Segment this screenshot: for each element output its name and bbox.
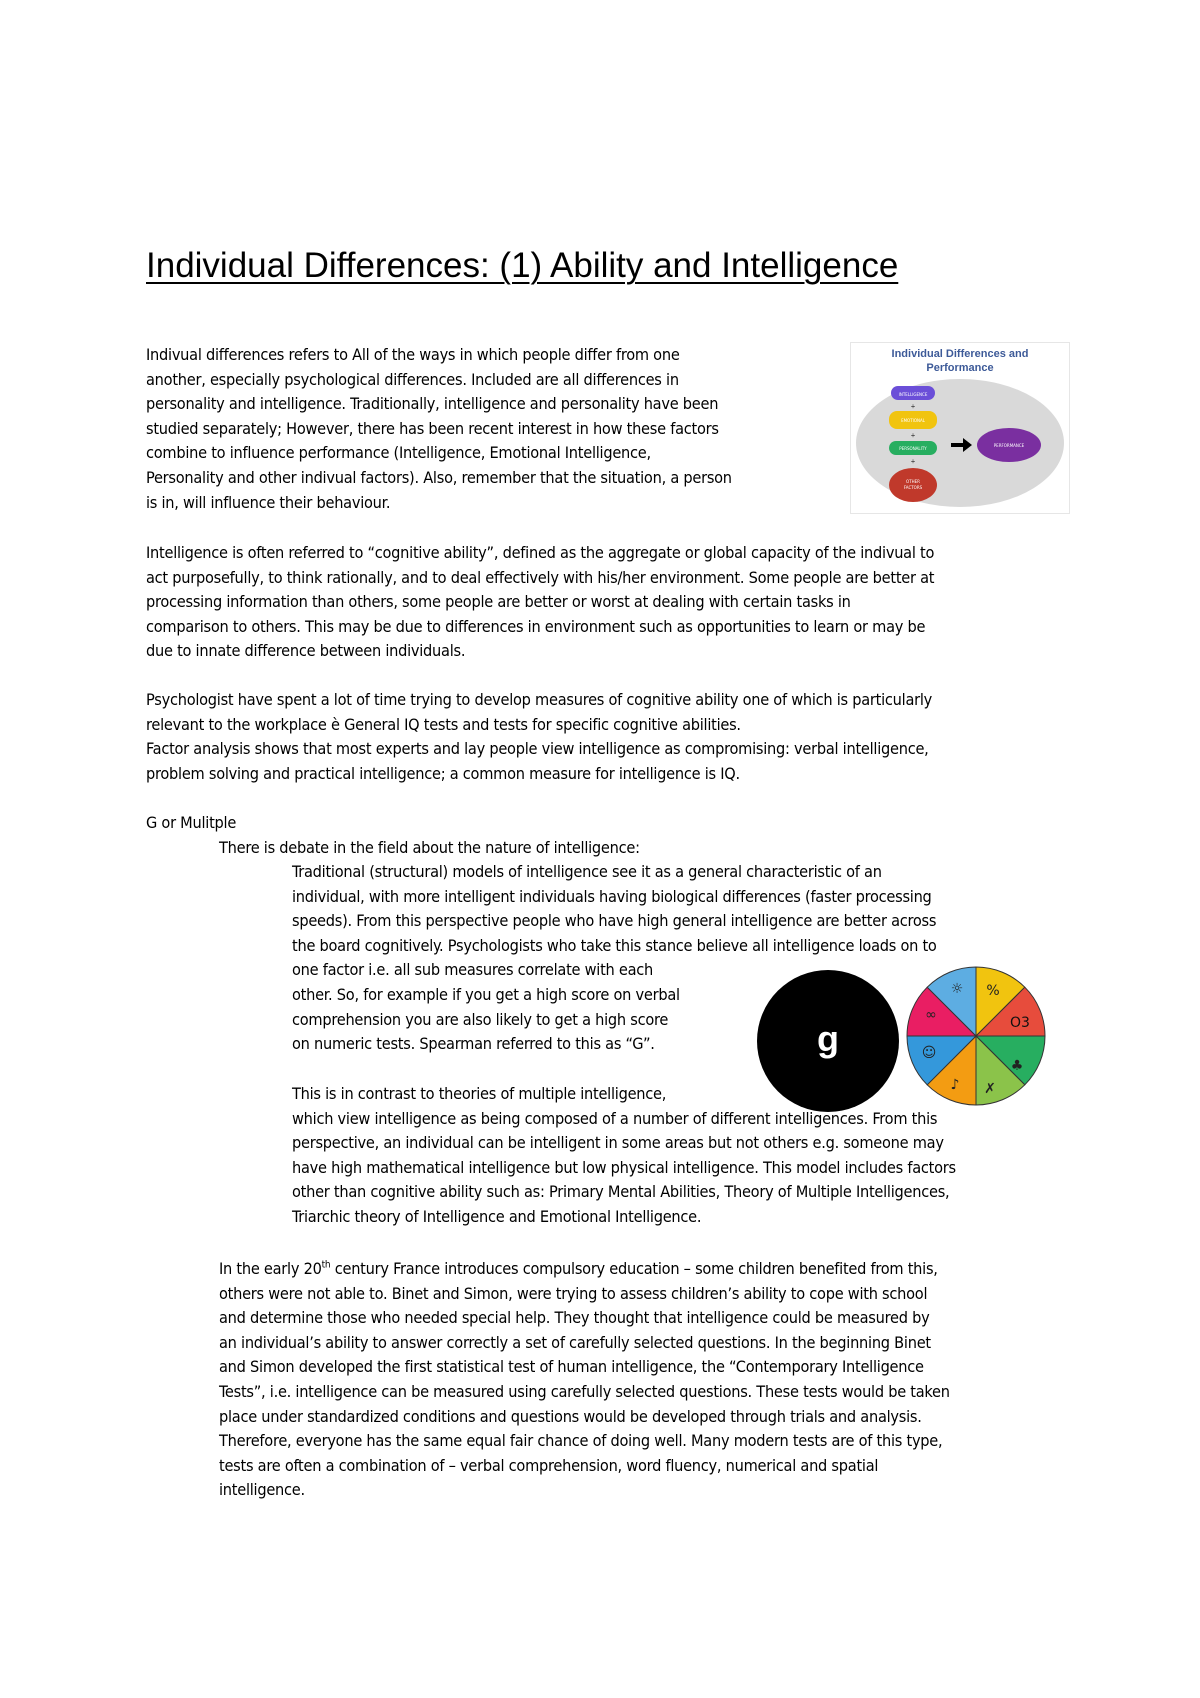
svg-text:INTELLIGENCE: INTELLIGENCE [898,392,928,397]
svg-text:%: % [986,983,1000,999]
history-text-start: In the early 20 [219,1259,322,1278]
svg-text:☼: ☼ [950,981,964,997]
svg-text:+: + [910,457,916,466]
g-section-heading: G or Mulitple [146,813,237,832]
history-paragraph [219,1257,1069,1503]
history-superscript: th [321,1259,331,1271]
svg-text:PERSONALITY: PERSONALITY [899,446,927,451]
svg-text:O3: O3 [1010,1015,1030,1031]
diagram-title-line2: Performance [926,362,994,374]
intelligence-definition-paragraph: Intelligence is often referred to “cognitive ability”, defined as the aggregate or global capacity of the indivual to act purposefully, to think rationally, and to deal effectively with his/her environment. Some people are better at processing information than others, some people are better or worst at dealing with certain tasks in comparison to others. This may be due to differences in environment such as opportunities to learn or may be due to innate difference between individuals. [146,543,935,661]
svg-text:☺: ☺ [921,1045,937,1061]
svg-text:∞: ∞ [925,1007,937,1023]
history-text-rest: century France introduces compulsory education – some children benefited from this, others were not able to. Binet and Simon, were trying to assess children’s ability to cope with school and determine those who needed special help. They thought that intelligence could be measured by an individual’s ability to answer correctly a set of carefully selected questions. In the beginning Binet and Simon developed the first statistical test of human intelligence, the “Contemporary Intelligence Tests”, i.e. intelligence can be measured using carefully selected questions. These tests would be taken place under standardized conditions and questions would be developed through trials and analysis. Therefore, everyone has the same equal fair chance of doing well. Many modern tests are of this type, tests are often a combination of – verbal comprehension, word fluency, numerical and spatial intelligence. [219,1259,950,1500]
svg-text:EMOTIONAL: EMOTIONAL [901,418,925,423]
svg-text:♪: ♪ [950,1077,960,1093]
performance-diagram [850,342,1070,514]
svg-text:PERFORMANCE: PERFORMANCE [993,443,1025,448]
diagram-title-line1: Individual Differences and [891,348,1029,360]
g-section-intro: There is debate in the field about the nature of intelligence: [219,838,640,857]
svg-text:♣: ♣ [1010,1058,1024,1074]
svg-text:FACTORS: FACTORS [903,485,923,490]
svg-text:OTHER: OTHER [906,479,920,484]
intro-paragraph: Indivual differences refers to All of the ways in which people differ from one another, especially psychological differences. Included are all differences in personality and intelligence. Traditionally, intelligence and personality have been studied separately; However, there has been recent interest in how these factors combine to influence performance (Intelligence, Emotional Intelligence, Personality and other indivual factors). Also, remember that the situation, a person is in, will influence their behaviour. [146,345,732,512]
svg-text:+: + [910,431,916,440]
measures-paragraph: Psychologist have spent a lot of time trying to develop measures of cognitive ability one of which is particularly relevant to the workplace è General IQ tests and tests for specific cognitive abilities. Factor analysis shows that most experts and lay people view intelligence as compromising: verbal intelligence, problem solving and practical intelligence; a common measure for intelligence is IQ. [146,690,933,783]
g-letter: g [817,1018,839,1059]
svg-text:+: + [910,402,916,411]
page-title: Individual Differences: (1) Ability and Intelligence [146,246,899,285]
svg-text:✗: ✗ [984,1081,996,1097]
traditional-models-paragraph: Traditional (structural) models of intelligence see it as a general characteristic of an individual, with more intelligent individuals having biological differences (faster processing speeds). From this perspective people who have high general intelligence are better across the board cognitively. Psychologists who take this stance believe all intelligence loads on to one factor i.e. all sub measures correlate with each other. So, for example if you get a high score on verbal comprehension you are also likely to get a high score on numeric tests. Spearman referred to this as “G”. [292,862,937,1054]
multiple-intelligence-paragraph: This is in contrast to theories of multiple intelligence, which view intelligence as being composed of a number of different intelligences. From this perspective, an individual can be intelligent in some areas but not others e.g. someone may have high mathematical intelligence but low physical intelligence. This model includes factors other than cognitive ability such as: Primary Mental Abilities, Theory of Multiple Intelligences, Triarchic theory of Intelligence and Emotional Intelligence. [292,1084,956,1226]
